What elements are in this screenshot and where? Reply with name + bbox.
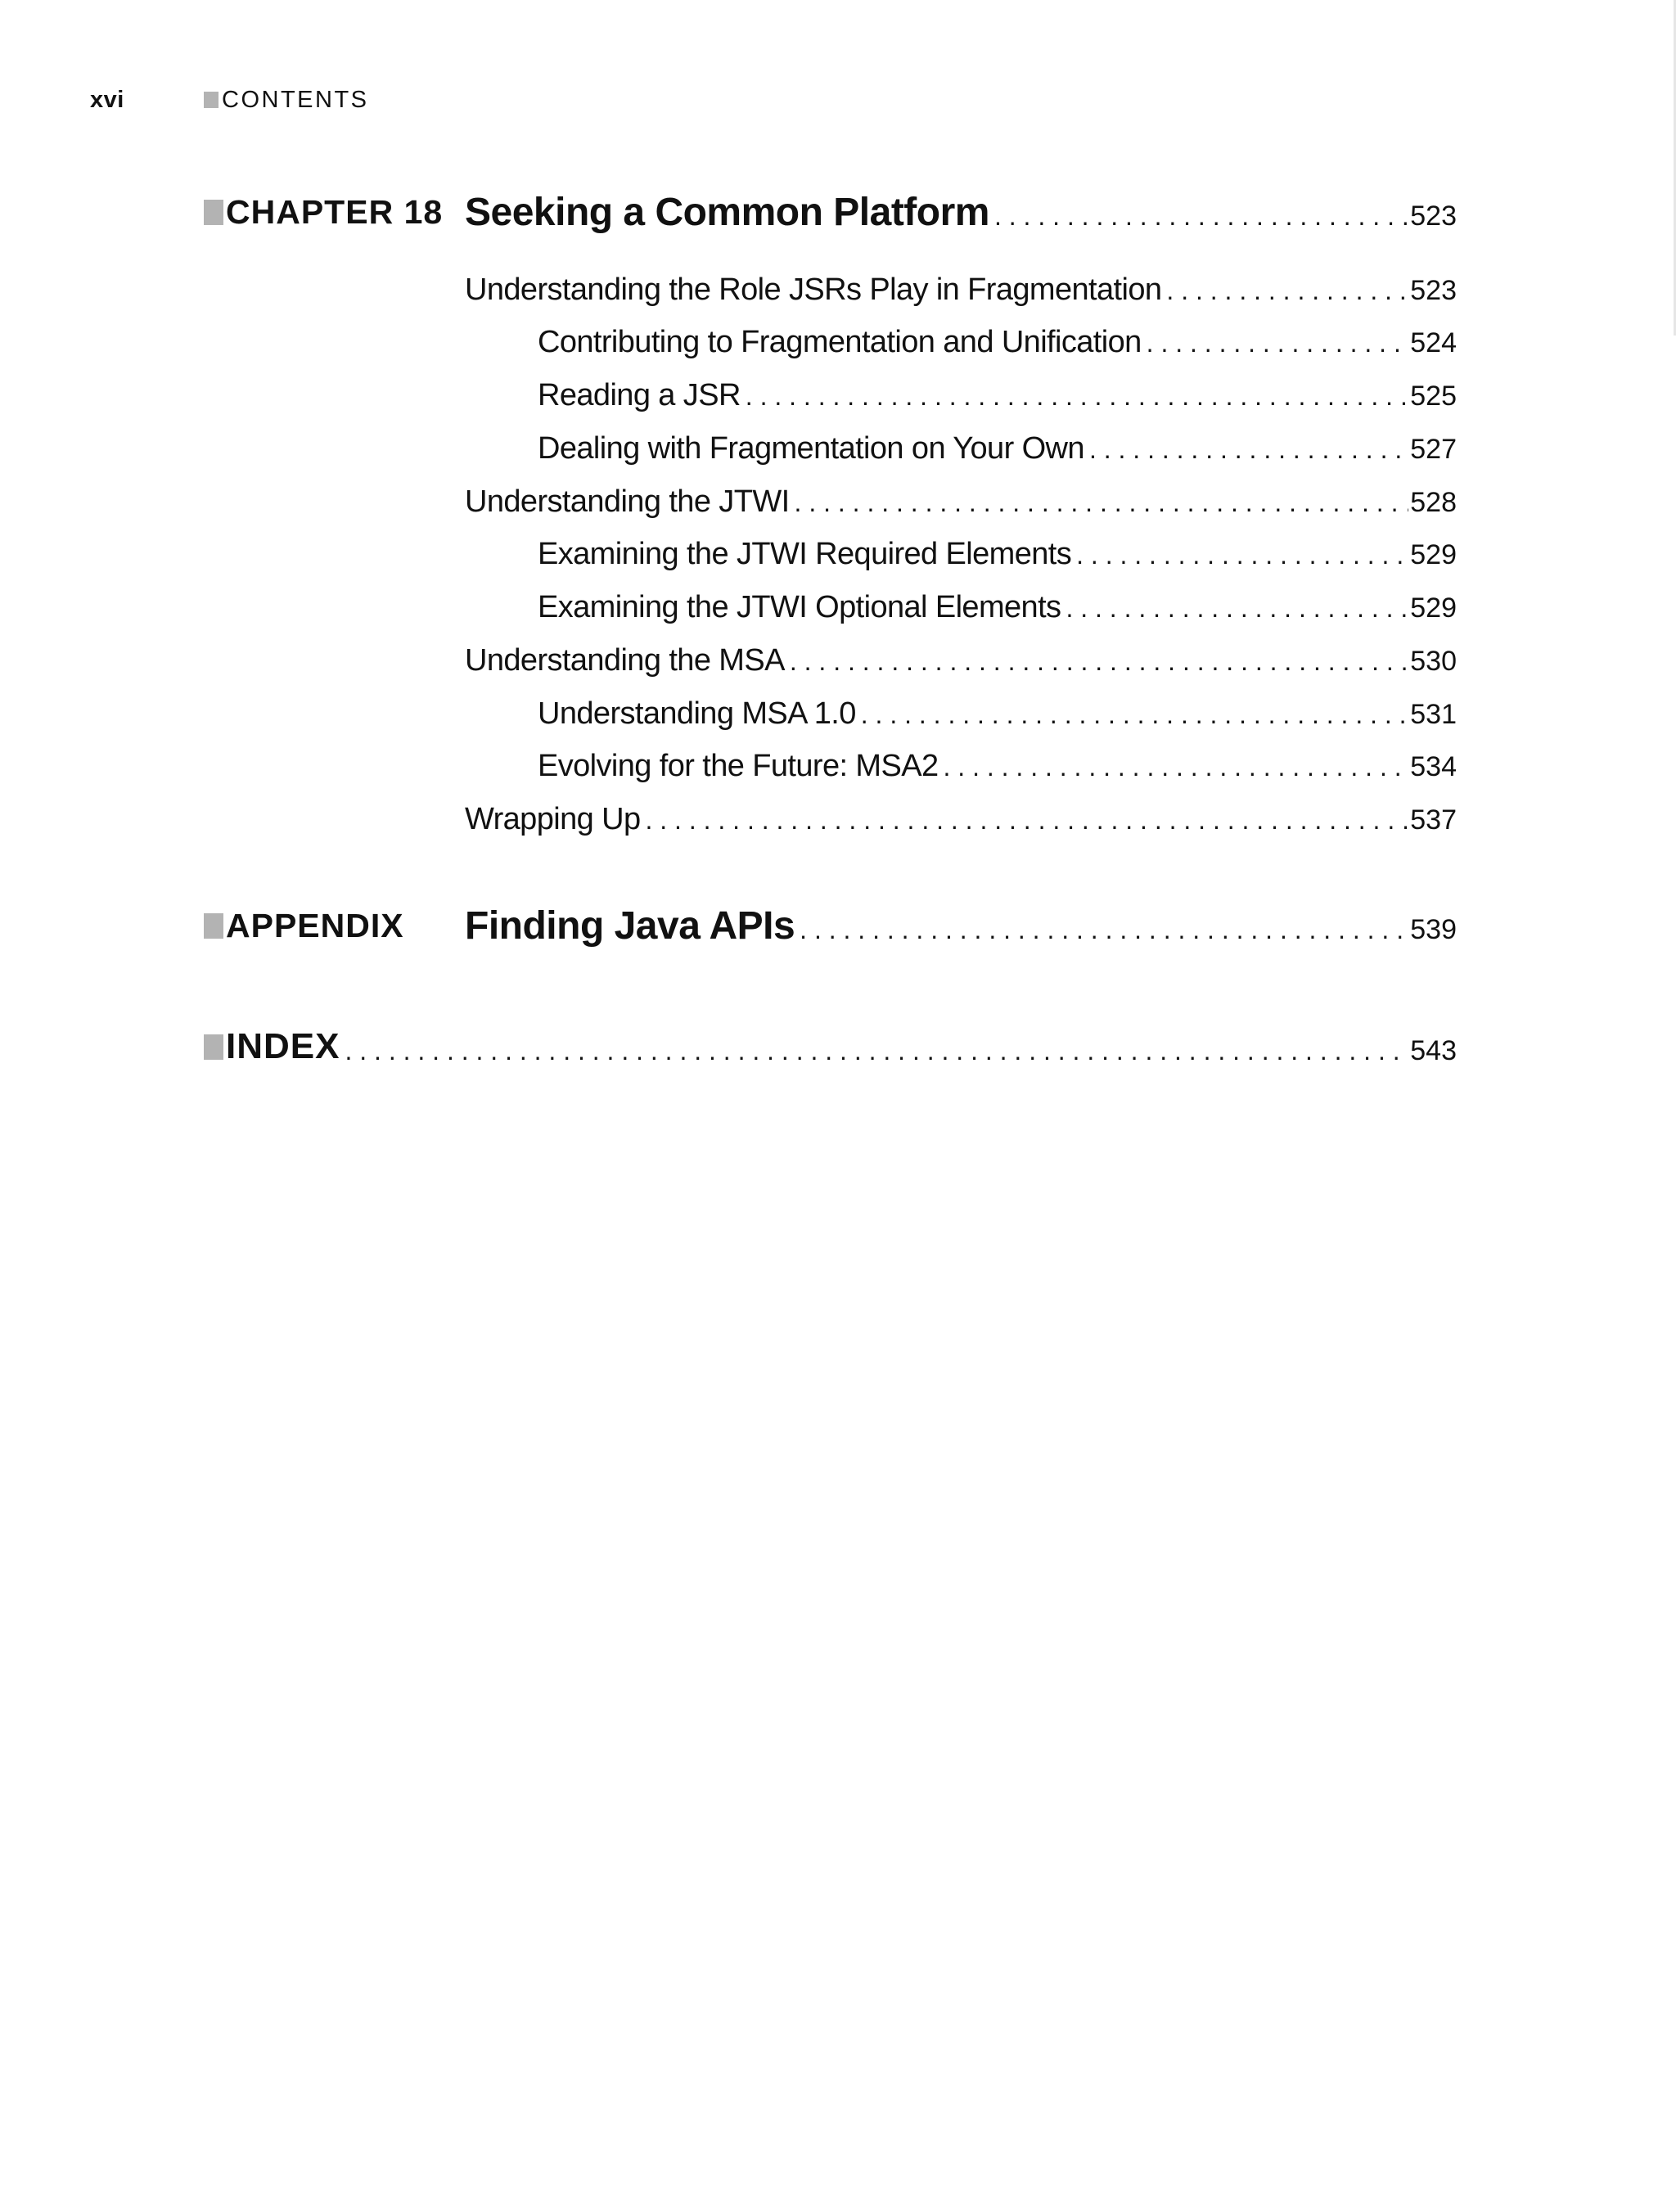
chapter-label: [204, 193, 443, 232]
toc-entry[interactable]: [538, 749, 1457, 784]
toc-entry[interactable]: [465, 484, 1457, 520]
page-ref: 529: [1410, 539, 1457, 570]
toc-entry[interactable]: [538, 431, 1457, 466]
index-label-text: INDEX: [226, 1026, 340, 1066]
section-title: Examining the JTWI Required Elements: [538, 537, 1072, 571]
appendix-title: Finding Java APIs: [465, 904, 795, 948]
section-title: Contributing to Fragmentation and Unification: [538, 325, 1142, 359]
dot-leader: [989, 201, 1408, 232]
section-title: Understanding the JTWI: [465, 484, 790, 519]
index-label: [204, 1026, 340, 1067]
page-ref: 530: [1410, 646, 1457, 677]
dot-leader: [939, 752, 1409, 782]
running-head: [204, 85, 369, 115]
toc-entry[interactable]: [538, 325, 1457, 360]
dot-leader: [856, 700, 1409, 730]
toc-entry[interactable]: [465, 273, 1457, 308]
section-title: Understanding MSA 1.0: [538, 696, 856, 731]
page-ref: 537: [1410, 804, 1457, 836]
section-title: Examining the JTWI Optional Elements: [538, 590, 1061, 624]
gray-marker-icon: [204, 92, 219, 108]
page-ref: 523: [1410, 275, 1457, 306]
toc-entry[interactable]: [538, 590, 1457, 625]
dot-leader: [1071, 540, 1408, 570]
dot-leader: [785, 646, 1408, 677]
chapter-title: Seeking a Common Platform: [465, 191, 989, 234]
page-ref: 527: [1410, 434, 1457, 465]
gray-marker-icon: [204, 1034, 223, 1060]
toc-entry[interactable]: [538, 537, 1457, 572]
page-ref: 543: [1410, 1034, 1457, 1066]
section-title: Dealing with Fragmentation on Your Own: [538, 431, 1084, 466]
dot-leader: [790, 488, 1409, 518]
dot-leader: [640, 805, 1408, 836]
page-ref: 529: [1410, 592, 1457, 624]
page-ref: 531: [1410, 699, 1457, 730]
toc-entry-appendix[interactable]: [465, 903, 1457, 948]
appendix-label: [204, 907, 404, 945]
section-title: Evolving for the Future: MSA2: [538, 749, 939, 783]
dot-leader: [741, 381, 1408, 412]
dot-leader: [1061, 593, 1408, 624]
page-ref: 534: [1410, 751, 1457, 782]
page-number: xvi: [90, 87, 124, 113]
page-ref: 523: [1410, 200, 1457, 232]
section-title: Understanding the Role JSRs Play in Fragmentation: [465, 273, 1162, 307]
dot-leader: [1161, 276, 1408, 306]
chapter-label-text: CHAPTER 18: [226, 193, 444, 231]
section-title: Understanding the MSA: [465, 643, 785, 678]
page-ref: 539: [1410, 914, 1457, 945]
toc-entry[interactable]: [465, 643, 1457, 678]
toc-entry[interactable]: [465, 802, 1457, 837]
section-title: Reading a JSR: [538, 378, 741, 412]
toc-entry[interactable]: [538, 378, 1457, 413]
toc-entry-index[interactable]: [204, 1026, 1457, 1067]
dot-leader: [795, 915, 1408, 945]
dot-leader: [1084, 435, 1408, 465]
page-ref: 524: [1410, 327, 1457, 358]
gray-marker-icon: [204, 200, 223, 225]
page-ref: 525: [1410, 381, 1457, 412]
toc-entry-chapter[interactable]: [465, 190, 1457, 235]
section-title: Wrapping Up: [465, 802, 641, 836]
running-head-text: CONTENTS: [222, 87, 369, 113]
toc-entry[interactable]: [538, 696, 1457, 732]
appendix-label-text: APPENDIX: [226, 907, 404, 944]
dot-leader: [340, 1036, 1408, 1066]
dot-leader: [1142, 328, 1409, 358]
page-ref: 528: [1410, 487, 1457, 518]
gray-marker-icon: [204, 913, 223, 939]
